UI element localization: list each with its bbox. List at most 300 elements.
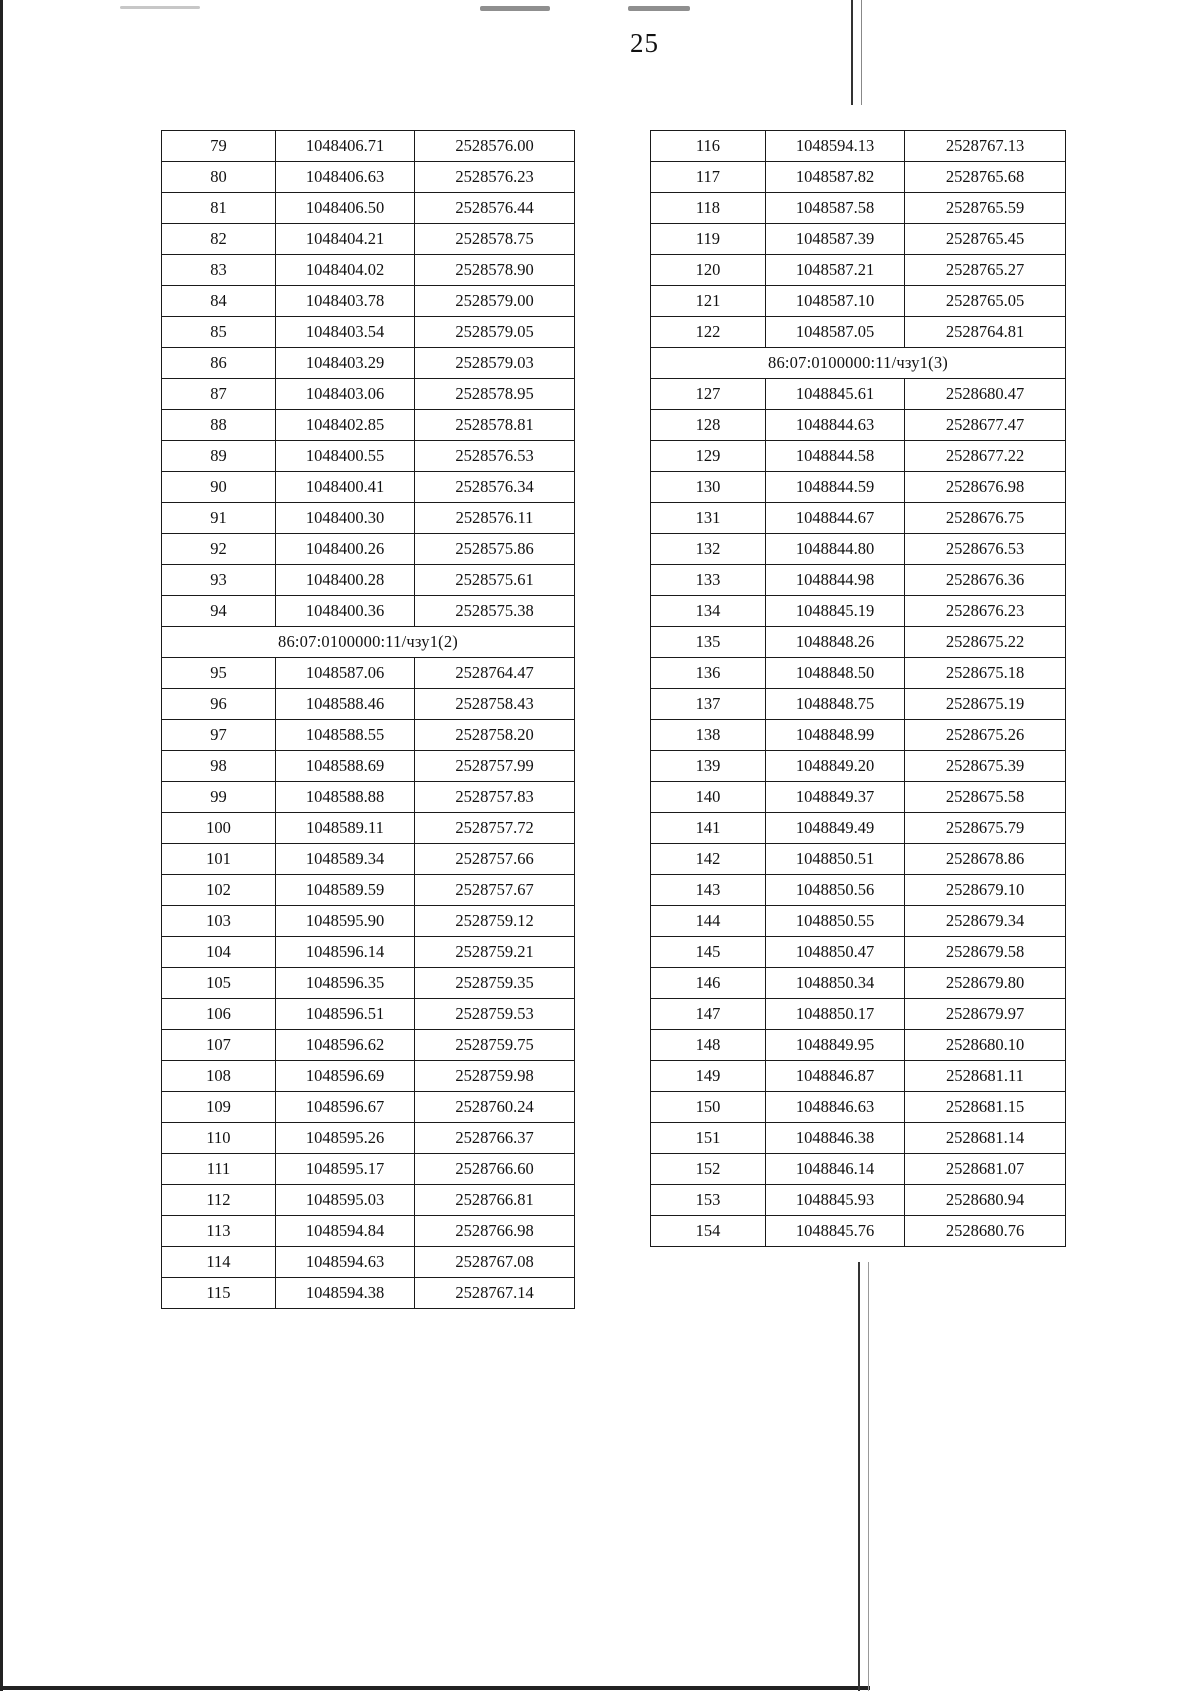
y-coordinate-cell: 2528759.21	[415, 937, 575, 968]
point-number-cell: 132	[651, 534, 766, 565]
y-coordinate-cell: 2528578.90	[415, 255, 575, 286]
point-number-cell: 104	[162, 937, 276, 968]
point-number-cell: 95	[162, 658, 276, 689]
x-coordinate-cell: 1048849.95	[766, 1030, 905, 1061]
table-row	[651, 1185, 1066, 1216]
point-number-cell: 107	[162, 1030, 276, 1061]
table-row	[162, 317, 575, 348]
table-row	[162, 348, 575, 379]
table-row	[162, 844, 575, 875]
y-coordinate-cell: 2528767.08	[415, 1247, 575, 1278]
table-row	[162, 1247, 575, 1278]
x-coordinate-cell: 1048587.05	[766, 317, 905, 348]
section-header-row	[162, 627, 575, 658]
table-row	[651, 689, 1066, 720]
scan-artifact-line	[868, 1262, 869, 1691]
scan-smudge	[120, 6, 200, 9]
table-row	[651, 1061, 1066, 1092]
x-coordinate-cell: 1048589.34	[276, 844, 415, 875]
point-number-cell: 138	[651, 720, 766, 751]
point-number-cell: 106	[162, 999, 276, 1030]
table-row	[651, 720, 1066, 751]
table-row	[651, 813, 1066, 844]
x-coordinate-cell: 1048849.20	[766, 751, 905, 782]
y-coordinate-cell: 2528766.81	[415, 1185, 575, 1216]
y-coordinate-cell: 2528765.59	[905, 193, 1066, 224]
table-row	[162, 720, 575, 751]
x-coordinate-cell: 1048845.61	[766, 379, 905, 410]
point-number-cell: 89	[162, 441, 276, 472]
x-coordinate-cell: 1048594.13	[766, 131, 905, 162]
table-row	[651, 193, 1066, 224]
x-coordinate-cell: 1048596.67	[276, 1092, 415, 1123]
table-row	[651, 627, 1066, 658]
y-coordinate-cell: 2528679.34	[905, 906, 1066, 937]
y-coordinate-cell: 2528759.35	[415, 968, 575, 999]
x-coordinate-cell: 1048850.55	[766, 906, 905, 937]
y-coordinate-cell: 2528680.10	[905, 1030, 1066, 1061]
point-number-cell: 136	[651, 658, 766, 689]
y-coordinate-cell: 2528676.53	[905, 534, 1066, 565]
table-row	[651, 379, 1066, 410]
point-number-cell: 143	[651, 875, 766, 906]
table-row	[651, 1216, 1066, 1247]
scan-artifact-line	[858, 1262, 860, 1691]
point-number-cell: 108	[162, 1061, 276, 1092]
point-number-cell: 137	[651, 689, 766, 720]
table-row	[651, 317, 1066, 348]
x-coordinate-cell: 1048850.17	[766, 999, 905, 1030]
table-row	[162, 162, 575, 193]
table-row	[162, 1030, 575, 1061]
table-row	[651, 658, 1066, 689]
table-row	[162, 751, 575, 782]
y-coordinate-cell: 2528676.75	[905, 503, 1066, 534]
point-number-cell: 94	[162, 596, 276, 627]
y-coordinate-cell: 2528764.81	[905, 317, 1066, 348]
x-coordinate-cell: 1048848.99	[766, 720, 905, 751]
x-coordinate-cell: 1048587.39	[766, 224, 905, 255]
y-coordinate-cell: 2528677.47	[905, 410, 1066, 441]
x-coordinate-cell: 1048595.03	[276, 1185, 415, 1216]
x-coordinate-cell: 1048588.88	[276, 782, 415, 813]
y-coordinate-cell: 2528680.94	[905, 1185, 1066, 1216]
y-coordinate-cell: 2528759.12	[415, 906, 575, 937]
y-coordinate-cell: 2528767.13	[905, 131, 1066, 162]
y-coordinate-cell: 2528757.66	[415, 844, 575, 875]
x-coordinate-cell: 1048845.93	[766, 1185, 905, 1216]
y-coordinate-cell: 2528578.81	[415, 410, 575, 441]
point-number-cell: 91	[162, 503, 276, 534]
scan-artifact-line	[861, 0, 862, 105]
point-number-cell: 100	[162, 813, 276, 844]
x-coordinate-cell: 1048596.69	[276, 1061, 415, 1092]
point-number-cell: 142	[651, 844, 766, 875]
x-coordinate-cell: 1048589.59	[276, 875, 415, 906]
point-number-cell: 149	[651, 1061, 766, 1092]
point-number-cell: 122	[651, 317, 766, 348]
point-number-cell: 141	[651, 813, 766, 844]
x-coordinate-cell: 1048850.47	[766, 937, 905, 968]
point-number-cell: 134	[651, 596, 766, 627]
y-coordinate-cell: 2528767.14	[415, 1278, 575, 1309]
scan-smudge	[480, 6, 550, 11]
table-row	[162, 472, 575, 503]
table-row	[162, 503, 575, 534]
y-coordinate-cell: 2528675.22	[905, 627, 1066, 658]
x-coordinate-cell: 1048404.21	[276, 224, 415, 255]
y-coordinate-cell: 2528765.68	[905, 162, 1066, 193]
point-number-cell: 148	[651, 1030, 766, 1061]
y-coordinate-cell: 2528676.23	[905, 596, 1066, 627]
scan-edge-left	[0, 0, 3, 1691]
point-number-cell: 96	[162, 689, 276, 720]
table-row	[162, 193, 575, 224]
y-coordinate-cell: 2528576.34	[415, 472, 575, 503]
table-row	[162, 875, 575, 906]
point-number-cell: 97	[162, 720, 276, 751]
point-number-cell: 130	[651, 472, 766, 503]
x-coordinate-cell: 1048400.30	[276, 503, 415, 534]
point-number-cell: 131	[651, 503, 766, 534]
point-number-cell: 140	[651, 782, 766, 813]
y-coordinate-cell: 2528757.99	[415, 751, 575, 782]
table-row	[651, 441, 1066, 472]
y-coordinate-cell: 2528680.76	[905, 1216, 1066, 1247]
y-coordinate-cell: 2528679.10	[905, 875, 1066, 906]
table-row	[651, 999, 1066, 1030]
x-coordinate-cell: 1048844.63	[766, 410, 905, 441]
point-number-cell: 85	[162, 317, 276, 348]
table-row	[162, 441, 575, 472]
point-number-cell: 127	[651, 379, 766, 410]
point-number-cell: 121	[651, 286, 766, 317]
point-number-cell: 119	[651, 224, 766, 255]
y-coordinate-cell: 2528757.72	[415, 813, 575, 844]
y-coordinate-cell: 2528675.58	[905, 782, 1066, 813]
y-coordinate-cell: 2528765.45	[905, 224, 1066, 255]
y-coordinate-cell: 2528676.98	[905, 472, 1066, 503]
table-row	[651, 844, 1066, 875]
table-row	[651, 751, 1066, 782]
x-coordinate-cell: 1048587.58	[766, 193, 905, 224]
point-number-cell: 79	[162, 131, 276, 162]
x-coordinate-cell: 1048846.63	[766, 1092, 905, 1123]
x-coordinate-cell: 1048587.21	[766, 255, 905, 286]
x-coordinate-cell: 1048845.76	[766, 1216, 905, 1247]
x-coordinate-cell: 1048844.58	[766, 441, 905, 472]
table-row	[651, 472, 1066, 503]
x-coordinate-cell: 1048596.51	[276, 999, 415, 1030]
point-number-cell: 105	[162, 968, 276, 999]
y-coordinate-cell: 2528764.47	[415, 658, 575, 689]
point-number-cell: 144	[651, 906, 766, 937]
y-coordinate-cell: 2528759.98	[415, 1061, 575, 1092]
table-row	[651, 596, 1066, 627]
scan-smudge	[628, 6, 690, 11]
point-number-cell: 87	[162, 379, 276, 410]
x-coordinate-cell: 1048587.10	[766, 286, 905, 317]
table-row	[162, 782, 575, 813]
x-coordinate-cell: 1048595.90	[276, 906, 415, 937]
x-coordinate-cell: 1048848.50	[766, 658, 905, 689]
table-row	[651, 1092, 1066, 1123]
point-number-cell: 150	[651, 1092, 766, 1123]
point-number-cell: 101	[162, 844, 276, 875]
x-coordinate-cell: 1048846.38	[766, 1123, 905, 1154]
table-row	[651, 1123, 1066, 1154]
y-coordinate-cell: 2528575.86	[415, 534, 575, 565]
y-coordinate-cell: 2528675.39	[905, 751, 1066, 782]
y-coordinate-cell: 2528681.14	[905, 1123, 1066, 1154]
x-coordinate-cell: 1048849.37	[766, 782, 905, 813]
x-coordinate-cell: 1048846.87	[766, 1061, 905, 1092]
x-coordinate-cell: 1048595.17	[276, 1154, 415, 1185]
x-coordinate-cell: 1048400.26	[276, 534, 415, 565]
table-row	[162, 1216, 575, 1247]
table-row	[651, 286, 1066, 317]
table-row	[651, 224, 1066, 255]
table-row	[162, 286, 575, 317]
table-row	[651, 410, 1066, 441]
point-number-cell: 114	[162, 1247, 276, 1278]
y-coordinate-cell: 2528757.83	[415, 782, 575, 813]
x-coordinate-cell: 1048596.14	[276, 937, 415, 968]
point-number-cell: 102	[162, 875, 276, 906]
x-coordinate-cell: 1048850.51	[766, 844, 905, 875]
y-coordinate-cell: 2528578.75	[415, 224, 575, 255]
x-coordinate-cell: 1048844.59	[766, 472, 905, 503]
point-number-cell: 84	[162, 286, 276, 317]
table-row	[651, 875, 1066, 906]
point-number-cell: 99	[162, 782, 276, 813]
x-coordinate-cell: 1048400.28	[276, 565, 415, 596]
x-coordinate-cell: 1048589.11	[276, 813, 415, 844]
point-number-cell: 129	[651, 441, 766, 472]
x-coordinate-cell: 1048848.26	[766, 627, 905, 658]
scan-artifact-line	[851, 0, 853, 105]
table-row	[162, 813, 575, 844]
point-number-cell: 98	[162, 751, 276, 782]
point-number-cell: 83	[162, 255, 276, 286]
x-coordinate-cell: 1048400.36	[276, 596, 415, 627]
table-body	[162, 131, 575, 1309]
table-row	[162, 906, 575, 937]
y-coordinate-cell: 2528681.15	[905, 1092, 1066, 1123]
y-coordinate-cell: 2528675.19	[905, 689, 1066, 720]
y-coordinate-cell: 2528678.86	[905, 844, 1066, 875]
point-number-cell: 93	[162, 565, 276, 596]
y-coordinate-cell: 2528766.37	[415, 1123, 575, 1154]
x-coordinate-cell: 1048850.34	[766, 968, 905, 999]
table-row	[162, 596, 575, 627]
y-coordinate-cell: 2528579.00	[415, 286, 575, 317]
table-row	[651, 906, 1066, 937]
point-number-cell: 128	[651, 410, 766, 441]
table-row	[162, 534, 575, 565]
table-row	[162, 689, 575, 720]
point-number-cell: 110	[162, 1123, 276, 1154]
table-row	[651, 565, 1066, 596]
section-header-row	[651, 348, 1066, 379]
point-number-cell: 135	[651, 627, 766, 658]
y-coordinate-cell: 2528759.53	[415, 999, 575, 1030]
table-row	[162, 1185, 575, 1216]
point-number-cell: 118	[651, 193, 766, 224]
x-coordinate-cell: 1048850.56	[766, 875, 905, 906]
point-number-cell: 112	[162, 1185, 276, 1216]
y-coordinate-cell: 2528676.36	[905, 565, 1066, 596]
x-coordinate-cell: 1048594.38	[276, 1278, 415, 1309]
y-coordinate-cell: 2528680.47	[905, 379, 1066, 410]
table-row	[162, 379, 575, 410]
point-number-cell: 86	[162, 348, 276, 379]
y-coordinate-cell: 2528675.79	[905, 813, 1066, 844]
table-row	[651, 534, 1066, 565]
table-row	[651, 162, 1066, 193]
x-coordinate-cell: 1048406.50	[276, 193, 415, 224]
x-coordinate-cell: 1048587.06	[276, 658, 415, 689]
table-row	[651, 255, 1066, 286]
table-row	[651, 937, 1066, 968]
scan-edge-bottom	[0, 1686, 870, 1690]
coordinates-table-left	[161, 130, 575, 1309]
x-coordinate-cell: 1048596.62	[276, 1030, 415, 1061]
point-number-cell: 103	[162, 906, 276, 937]
x-coordinate-cell: 1048406.63	[276, 162, 415, 193]
y-coordinate-cell: 2528760.24	[415, 1092, 575, 1123]
point-number-cell: 139	[651, 751, 766, 782]
y-coordinate-cell: 2528576.53	[415, 441, 575, 472]
y-coordinate-cell: 2528675.18	[905, 658, 1066, 689]
point-number-cell: 153	[651, 1185, 766, 1216]
table-row	[162, 1092, 575, 1123]
x-coordinate-cell: 1048403.54	[276, 317, 415, 348]
y-coordinate-cell: 2528679.80	[905, 968, 1066, 999]
x-coordinate-cell: 1048595.26	[276, 1123, 415, 1154]
x-coordinate-cell: 1048848.75	[766, 689, 905, 720]
x-coordinate-cell: 1048845.19	[766, 596, 905, 627]
point-number-cell: 151	[651, 1123, 766, 1154]
y-coordinate-cell: 2528575.38	[415, 596, 575, 627]
table-row	[162, 1154, 575, 1185]
coordinates-table-right	[650, 130, 1066, 1247]
y-coordinate-cell: 2528679.97	[905, 999, 1066, 1030]
x-coordinate-cell: 1048594.63	[276, 1247, 415, 1278]
x-coordinate-cell: 1048403.29	[276, 348, 415, 379]
y-coordinate-cell: 2528576.00	[415, 131, 575, 162]
table-row	[162, 999, 575, 1030]
table-row	[651, 968, 1066, 999]
table-row	[651, 782, 1066, 813]
x-coordinate-cell: 1048846.14	[766, 1154, 905, 1185]
y-coordinate-cell: 2528675.26	[905, 720, 1066, 751]
x-coordinate-cell: 1048404.02	[276, 255, 415, 286]
x-coordinate-cell: 1048596.35	[276, 968, 415, 999]
point-number-cell: 88	[162, 410, 276, 441]
point-number-cell: 146	[651, 968, 766, 999]
point-number-cell: 80	[162, 162, 276, 193]
y-coordinate-cell: 2528579.05	[415, 317, 575, 348]
point-number-cell: 145	[651, 937, 766, 968]
point-number-cell: 92	[162, 534, 276, 565]
y-coordinate-cell: 2528576.11	[415, 503, 575, 534]
x-coordinate-cell: 1048844.98	[766, 565, 905, 596]
x-coordinate-cell: 1048844.67	[766, 503, 905, 534]
point-number-cell: 117	[651, 162, 766, 193]
table-row	[651, 131, 1066, 162]
table-row	[162, 937, 575, 968]
section-title: 86:07:0100000:11/чзу1(3)	[651, 348, 1066, 379]
y-coordinate-cell: 2528758.20	[415, 720, 575, 751]
section-title: 86:07:0100000:11/чзу1(2)	[162, 627, 575, 658]
point-number-cell: 82	[162, 224, 276, 255]
y-coordinate-cell: 2528677.22	[905, 441, 1066, 472]
y-coordinate-cell: 2528576.44	[415, 193, 575, 224]
x-coordinate-cell: 1048587.82	[766, 162, 905, 193]
point-number-cell: 113	[162, 1216, 276, 1247]
x-coordinate-cell: 1048400.41	[276, 472, 415, 503]
y-coordinate-cell: 2528758.43	[415, 689, 575, 720]
point-number-cell: 116	[651, 131, 766, 162]
y-coordinate-cell: 2528575.61	[415, 565, 575, 596]
y-coordinate-cell: 2528765.27	[905, 255, 1066, 286]
point-number-cell: 109	[162, 1092, 276, 1123]
x-coordinate-cell: 1048588.69	[276, 751, 415, 782]
table-row	[651, 1154, 1066, 1185]
point-number-cell: 147	[651, 999, 766, 1030]
y-coordinate-cell: 2528759.75	[415, 1030, 575, 1061]
table-row	[162, 131, 575, 162]
x-coordinate-cell: 1048588.46	[276, 689, 415, 720]
x-coordinate-cell: 1048403.78	[276, 286, 415, 317]
point-number-cell: 133	[651, 565, 766, 596]
table-row	[162, 968, 575, 999]
point-number-cell: 152	[651, 1154, 766, 1185]
x-coordinate-cell: 1048849.49	[766, 813, 905, 844]
table-row	[162, 255, 575, 286]
y-coordinate-cell: 2528579.03	[415, 348, 575, 379]
y-coordinate-cell: 2528757.67	[415, 875, 575, 906]
x-coordinate-cell: 1048588.55	[276, 720, 415, 751]
table-row	[162, 224, 575, 255]
table-row	[162, 1061, 575, 1092]
table-row	[162, 565, 575, 596]
x-coordinate-cell: 1048406.71	[276, 131, 415, 162]
y-coordinate-cell: 2528576.23	[415, 162, 575, 193]
table-row	[651, 503, 1066, 534]
table-body	[651, 131, 1066, 1247]
table-row	[162, 1123, 575, 1154]
y-coordinate-cell: 2528578.95	[415, 379, 575, 410]
table-row	[162, 410, 575, 441]
x-coordinate-cell: 1048403.06	[276, 379, 415, 410]
point-number-cell: 111	[162, 1154, 276, 1185]
x-coordinate-cell: 1048844.80	[766, 534, 905, 565]
point-number-cell: 81	[162, 193, 276, 224]
point-number-cell: 120	[651, 255, 766, 286]
x-coordinate-cell: 1048400.55	[276, 441, 415, 472]
table-row	[162, 1278, 575, 1309]
point-number-cell: 154	[651, 1216, 766, 1247]
y-coordinate-cell: 2528679.58	[905, 937, 1066, 968]
y-coordinate-cell: 2528681.07	[905, 1154, 1066, 1185]
page-number: 25	[630, 28, 659, 58]
y-coordinate-cell: 2528681.11	[905, 1061, 1066, 1092]
table-row	[162, 658, 575, 689]
x-coordinate-cell: 1048594.84	[276, 1216, 415, 1247]
y-coordinate-cell: 2528766.60	[415, 1154, 575, 1185]
